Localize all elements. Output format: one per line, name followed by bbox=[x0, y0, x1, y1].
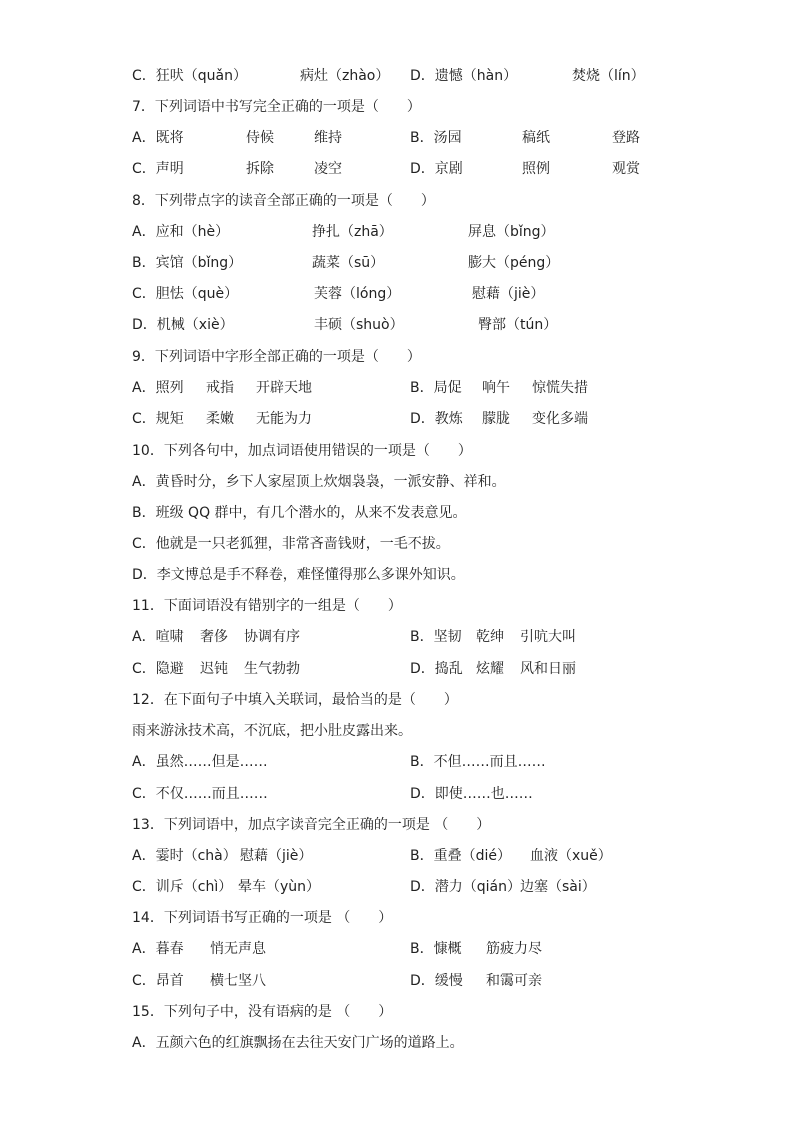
q11-option-d-word-3: 风和日丽 bbox=[520, 661, 576, 677]
q7-option-d-word-2: 照例 bbox=[522, 161, 550, 177]
q10-option-c: C．他就是一只老狐狸，非常吝啬钱财，一毛不拔。 bbox=[132, 536, 450, 552]
option-d-pinyin-2: 焚烧（lín） bbox=[572, 68, 645, 84]
q8-option-c-word-3: 慰藉（jiè） bbox=[472, 286, 545, 302]
q11-option-a-word-2: 奢侈 bbox=[200, 629, 228, 645]
q15-option-a: A．五颜六色的红旗飘扬在去往天安门广场的道路上。 bbox=[132, 1035, 464, 1051]
q7-option-b-word-3: 登路 bbox=[612, 130, 640, 146]
q14-option-b-word-2: 筋疲力尽 bbox=[486, 941, 542, 957]
question-11: 11．下面词语没有错别字的一组是（ ） bbox=[132, 598, 402, 614]
q13-option-d-word-2: 边塞（sài） bbox=[520, 879, 596, 895]
question-14: 14．下列词语书写正确的一项是 （ ） bbox=[132, 910, 393, 926]
q14-option-c-word-2: 横七坚八 bbox=[210, 973, 266, 989]
q13-option-a-word-2: 慰藉（jiè） bbox=[240, 848, 313, 864]
option-d-pinyin-1: D．遗憾（hàn） bbox=[410, 68, 518, 84]
q10-option-d: D．李文博总是手不释卷，难怪懂得那么多课外知识。 bbox=[132, 567, 465, 583]
q12-option-c: C．不仅……而且…… bbox=[132, 786, 268, 802]
q14-option-d-word-2: 和霭可亲 bbox=[486, 973, 542, 989]
q7-option-b: B．汤园 bbox=[410, 130, 462, 146]
q8-option-d: D．机械（xiè） bbox=[132, 317, 234, 333]
q7-option-b-word-2: 稿纸 bbox=[522, 130, 550, 146]
q11-option-b-word-3: 引吭大叫 bbox=[520, 629, 576, 645]
q7-option-a: A．既将 bbox=[132, 130, 184, 146]
q9-option-c-word-2: 柔嫩 bbox=[206, 411, 234, 427]
q13-option-c-word-2: 晕车（yùn） bbox=[238, 879, 321, 895]
q12-option-a: A．虽然……但是…… bbox=[132, 754, 268, 770]
q8-option-b-word-2: 蔬菜（sū） bbox=[312, 255, 385, 271]
q11-option-a-word-3: 协调有序 bbox=[244, 629, 300, 645]
q10-option-a: A．黄昏时分，乡下人家屋顶上炊烟袅袅，一派安静、祥和。 bbox=[132, 474, 506, 490]
q14-option-d: D．缓慢 bbox=[410, 973, 463, 989]
q9-option-a: A．照列 bbox=[132, 380, 184, 396]
q11-option-c-word-3: 生气勃勃 bbox=[244, 661, 300, 677]
q8-option-c-word-2: 芙蓉（lóng） bbox=[314, 286, 401, 302]
q12-option-d: D．即使……也…… bbox=[410, 786, 533, 802]
q13-option-d: D．潜力（qián） bbox=[410, 879, 522, 895]
q11-option-c-word-2: 迟钝 bbox=[200, 661, 228, 677]
q9-option-b: B．局促 bbox=[410, 380, 462, 396]
q13-option-a: A．霎时（chà） bbox=[132, 848, 237, 864]
q14-option-b: B．慷概 bbox=[410, 941, 462, 957]
q8-option-c: C．胆怯（què） bbox=[132, 286, 239, 302]
q7-option-c-word-2: 拆除 bbox=[246, 161, 274, 177]
q8-option-b: B．宾馆（bǐng） bbox=[132, 255, 243, 271]
q13-option-b: B．重叠（dié） bbox=[410, 848, 511, 864]
q8-option-d-word-3: 臀部（tún） bbox=[478, 317, 558, 333]
q8-option-a-word-2: 挣扎（zhā） bbox=[312, 224, 393, 240]
q9-option-b-word-2: 响午 bbox=[482, 380, 510, 396]
q7-option-d-word-3: 观赏 bbox=[612, 161, 640, 177]
q7-option-a-word-2: 侍候 bbox=[246, 130, 274, 146]
q11-option-d: D．捣乱 bbox=[410, 661, 463, 677]
question-9: 9．下列词语中字形全部正确的一项是（ ） bbox=[132, 349, 421, 365]
q7-option-a-word-3: 维持 bbox=[314, 130, 342, 146]
q11-option-b: B．坚韧 bbox=[410, 629, 462, 645]
q12-option-b: B．不但……而且…… bbox=[410, 754, 546, 770]
q11-option-c: C．隐避 bbox=[132, 661, 184, 677]
q9-option-a-word-2: 戒指 bbox=[206, 380, 234, 396]
q8-option-b-word-3: 膨大（péng） bbox=[468, 255, 560, 271]
q10-option-b: B．班级 QQ 群中，有几个潜水的，从来不发表意见。 bbox=[132, 505, 467, 521]
q11-option-b-word-2: 乾绅 bbox=[476, 629, 504, 645]
q9-option-d-word-3: 变化多端 bbox=[532, 411, 588, 427]
q8-option-d-word-2: 丰硕（shuò） bbox=[314, 317, 404, 333]
question-15: 15．下列句子中，没有语病的是 （ ） bbox=[132, 1004, 393, 1020]
q8-option-a-word-3: 屏息（bǐng） bbox=[468, 224, 555, 240]
q9-option-c-word-3: 无能为力 bbox=[256, 411, 312, 427]
question-7: 7．下列词语中书写完全正确的一项是（ ） bbox=[132, 99, 421, 115]
question-10: 10．下列各句中，加点词语使用错误的一项是（ ） bbox=[132, 443, 472, 459]
q9-option-d: D．教炼 bbox=[410, 411, 463, 427]
q7-option-c: C．声明 bbox=[132, 161, 184, 177]
question-12: 12．在下面句子中填入关联词，最恰当的是（ ） bbox=[132, 692, 458, 708]
q9-option-d-word-2: 朦胧 bbox=[482, 411, 510, 427]
q9-option-c: C．规矩 bbox=[132, 411, 184, 427]
q14-option-a: A．暮春 bbox=[132, 941, 184, 957]
question-8: 8．下列带点字的读音全部正确的一项是（ ） bbox=[132, 193, 435, 209]
q9-option-a-word-3: 开辟天地 bbox=[256, 380, 312, 396]
q12-sentence: 雨来游泳技术高，不沉底，把小肚皮露出来。 bbox=[132, 723, 412, 739]
q9-option-b-word-3: 惊慌失措 bbox=[532, 380, 588, 396]
option-c-pinyin-1: C．狂吠（quǎn） bbox=[132, 68, 247, 84]
q11-option-d-word-2: 炫耀 bbox=[476, 661, 504, 677]
q13-option-c: C．训斥（chì） bbox=[132, 879, 233, 895]
q7-option-d: D．京剧 bbox=[410, 161, 463, 177]
option-c-pinyin-2: 病灶（zhào） bbox=[300, 68, 390, 84]
q8-option-a: A．应和（hè） bbox=[132, 224, 230, 240]
q14-option-c: C．昂首 bbox=[132, 973, 184, 989]
q7-option-c-word-3: 凌空 bbox=[314, 161, 342, 177]
q11-option-a: A．喧啸 bbox=[132, 629, 184, 645]
q14-option-a-word-2: 悄无声息 bbox=[210, 941, 266, 957]
q13-option-b-word-2: 血液（xuě） bbox=[530, 848, 612, 864]
question-13: 13．下列词语中，加点字读音完全正确的一项是 （ ） bbox=[132, 817, 491, 833]
